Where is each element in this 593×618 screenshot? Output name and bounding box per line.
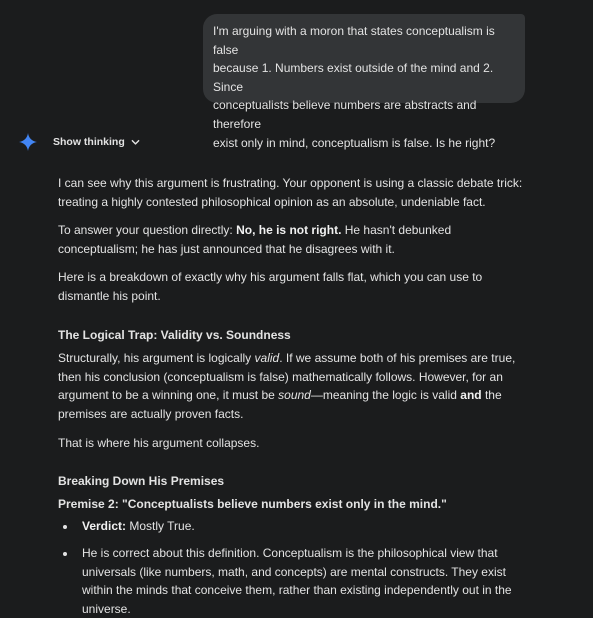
model-response <box>58 174 528 618</box>
list-item <box>58 517 528 536</box>
show-thinking-toggle[interactable] <box>53 136 140 148</box>
user-message-line: conceptualists believe numbers are abstracts and therefore <box>213 98 477 131</box>
s1-and-bold: and <box>460 388 482 403</box>
premise2-bullets <box>58 517 528 618</box>
s1-valid-italic: valid <box>254 351 280 366</box>
response-intro: I can see why this argument is frustrating. Your opponent is using a classic debate trick: treating a highly contested philosophical opinion as an absolute, undeniable fact. <box>58 176 523 209</box>
model-header <box>19 132 140 152</box>
user-message-line: because 1. Numbers exist outside of the mind and 2. Since <box>213 61 494 94</box>
user-message-bubble <box>203 14 525 150</box>
sparkle-icon <box>19 133 37 151</box>
s1-sound-italic: sound <box>278 388 311 403</box>
section-heading-premises: Breaking Down His Premises <box>58 474 225 489</box>
section-heading-logical-trap: The Logical Trap: Validity vs. Soundness <box>58 327 291 342</box>
s1-text: the premises are actually proven facts. <box>58 388 502 421</box>
answer-bold: No, he is not right. <box>236 223 342 238</box>
verdict-label: Verdict: <box>82 519 127 534</box>
definition-text: He is correct about this definition. Conceptualism is the philosophical view that universals (like numbers, math, and concepts) are mental constructs. They exist within the minds that conceive them, rather than existing independently out in the universe. <box>82 545 512 616</box>
user-message-line: I'm arguing with a moron that states conceptualism is false <box>213 24 495 57</box>
response-collapse: That is where his argument collapses. <box>58 435 260 450</box>
verdict-text: Mostly True. <box>126 519 195 534</box>
section1-paragraph <box>58 349 528 423</box>
response-answer <box>58 221 528 258</box>
s1-text: —meaning the logic is valid <box>310 388 461 403</box>
show-thinking-label: Show thinking <box>53 136 125 148</box>
chevron-down-icon <box>131 138 140 147</box>
response-breakdown: Here is a breakdown of exactly why his argument falls flat, which you can use to dismantle his point. <box>58 270 483 303</box>
s1-text: Structurally, his argument is logically <box>58 351 255 366</box>
s1-text: . If we assume both of his premises are true, then his conclusion (conceptualism is false) mathematically follows. However, for an argument to be a winning one, it must be <box>58 351 516 403</box>
answer-suffix: He hasn't debunked conceptualism; he has just announced that he disagrees with it. <box>58 223 452 256</box>
premise2-heading: Premise 2: "Conceptualists believe numbers exist only in the mind." <box>58 496 447 511</box>
user-message-line: exist only in mind, conceptualism is false. Is he right? <box>213 135 496 150</box>
answer-prefix: To answer your question directly: <box>58 223 237 238</box>
